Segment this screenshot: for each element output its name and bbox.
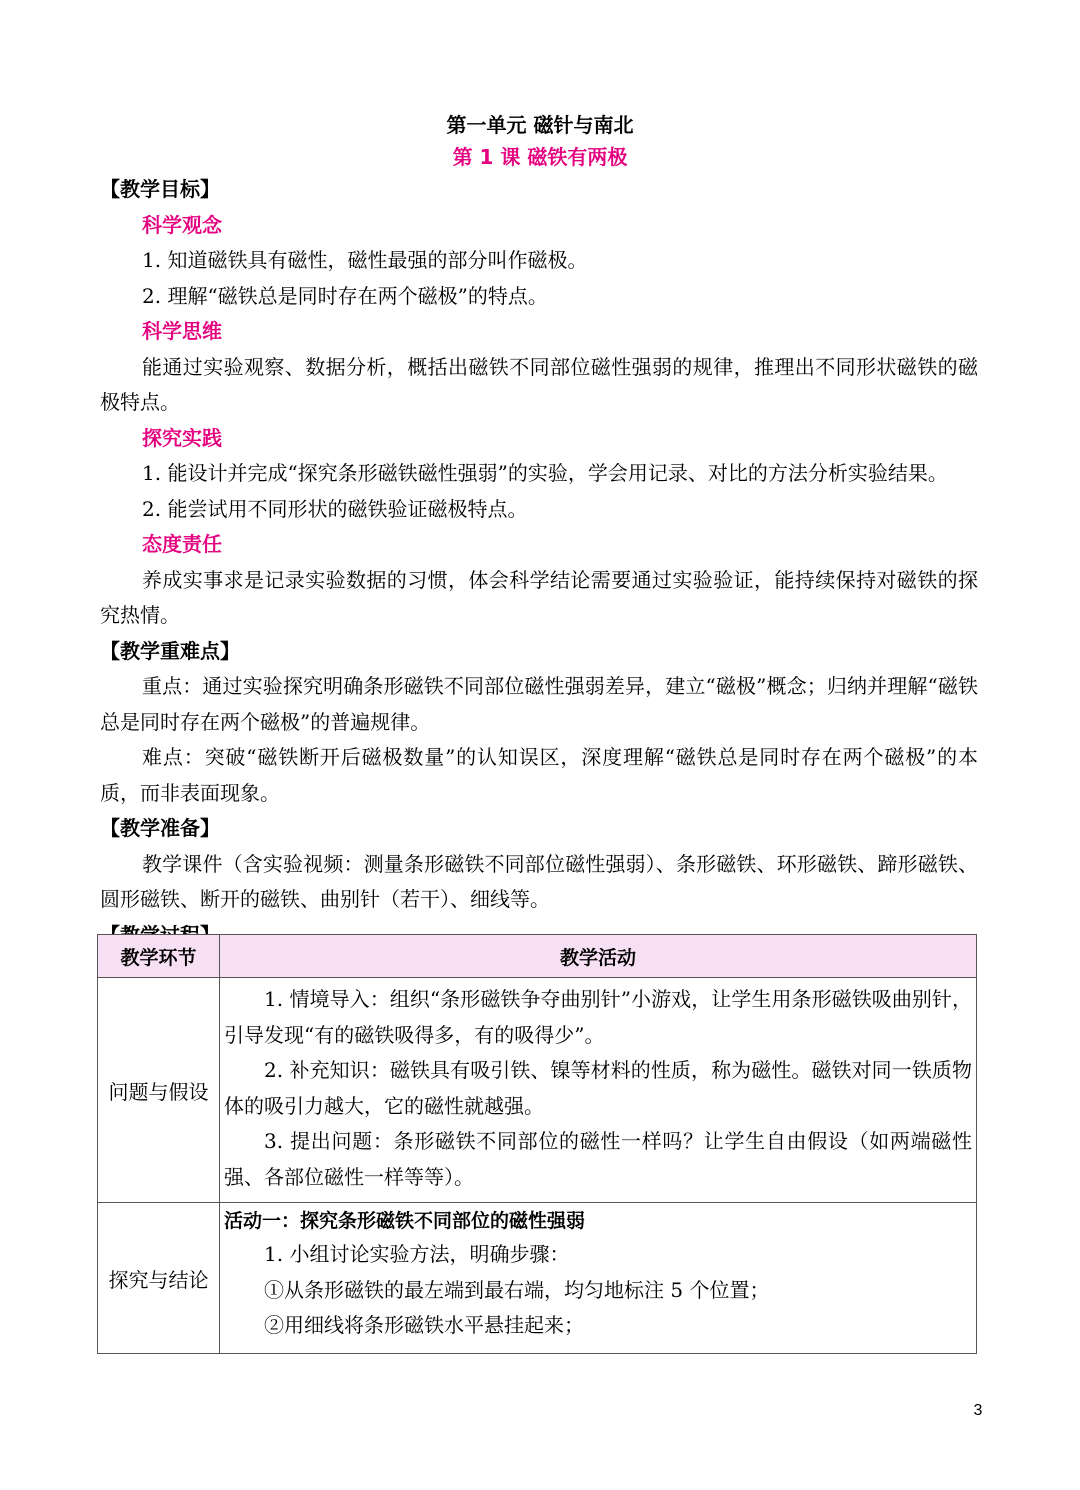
attitude-subheading: 态度责任 (142, 532, 222, 556)
table-row (98, 978, 977, 1203)
practice-item: 2. 能尝试用不同形状的磁铁验证磁极特点。 (142, 496, 528, 521)
practice-item: 1. 能设计并完成“探究条形磁铁磁性强弱”的实验，学会用记录、对比的方法分析实验结果。 (142, 461, 948, 485)
table-row (98, 1203, 977, 1354)
concept-item: 1. 知道磁铁具有磁性，磁性最强的部分叫作磁极。 (142, 248, 588, 272)
attitude-text: 养成实事求是记录实验数据的习惯，体会科学结论需要通过实验验证，能持续保持对磁铁的探究热情。 (100, 567, 978, 627)
activity-title: 活动一：探究条形磁铁不同部位的磁性强弱 (224, 1210, 586, 1232)
activity-paragraph: ②用细线将条形磁铁水平悬挂起来； (264, 1313, 584, 1337)
activity-paragraph: 3. 提出问题：条形磁铁不同部位的磁性一样吗？让学生自由假设（如两端磁性强、各部位磁性一样等等）。 (224, 1129, 972, 1189)
activity-paragraph: 1. 小组讨论实验方法，明确步骤： (264, 1242, 570, 1266)
table-header-activity: 教学活动 (220, 935, 977, 978)
stage-cell: 探究与结论 (98, 1203, 220, 1354)
table-header-stage: 教学环节 (98, 935, 220, 978)
stage-cell: 问题与假设 (98, 978, 220, 1203)
lesson-title: 第 1 课 磁铁有两极 (452, 145, 628, 169)
unit-title: 第一单元 磁针与南北 (446, 113, 634, 137)
concept-subheading: 科学观念 (142, 212, 222, 237)
activity-paragraph: ①从条形磁铁的最左端到最右端，均匀地标注 5 个位置； (264, 1277, 770, 1302)
practice-subheading: 探究实践 (142, 425, 222, 450)
objectives-heading: 【教学目标】 (100, 177, 220, 201)
difficulty-text: 难点：突破“磁铁断开后磁极数量”的认知误区，深度理解“磁铁总是同时存在两个磁极”的本质，而非表面现象。 (100, 745, 978, 805)
key-point-text: 重点：通过实验探究明确条形磁铁不同部位磁性强弱差异，建立“磁极”概念；归纳并理解“磁铁总是同时存在两个磁极”的普遍规律。 (100, 674, 978, 734)
process-table (97, 934, 977, 1354)
activity-cell (220, 978, 977, 1203)
key-points-heading: 【教学重难点】 (100, 638, 240, 663)
thinking-text: 能通过实验观察、数据分析，概括出磁铁不同部位磁性强弱的规律，推理出不同形状磁铁的磁极特点。 (100, 354, 978, 414)
activity-cell (220, 1203, 977, 1354)
table-header-row (98, 935, 977, 978)
preparation-heading: 【教学准备】 (100, 816, 220, 840)
activity-paragraph: 2. 补充知识：磁铁具有吸引铁、镍等材料的性质，称为磁性。磁铁对同一铁质物体的吸引力越大，它的磁性就越强。 (224, 1058, 972, 1118)
lesson-content (100, 172, 978, 953)
thinking-subheading: 科学思维 (142, 319, 222, 343)
preparation-text: 教学课件（含实验视频：测量条形磁铁不同部位磁性强弱）、条形磁铁、环形磁铁、蹄形磁铁、圆形磁铁、断开的磁铁、曲别针（若干）、细线等。 (100, 851, 978, 911)
concept-item: 2. 理解“磁铁总是同时存在两个磁极”的特点。 (142, 283, 548, 308)
activity-paragraph: 1. 情境导入：组织“条形磁铁争夺曲别针”小游戏，让学生用条形磁铁吸曲别针，引导发现“有的磁铁吸得多，有的吸得少”。 (224, 987, 972, 1047)
page-number: 3 (973, 1402, 983, 1419)
